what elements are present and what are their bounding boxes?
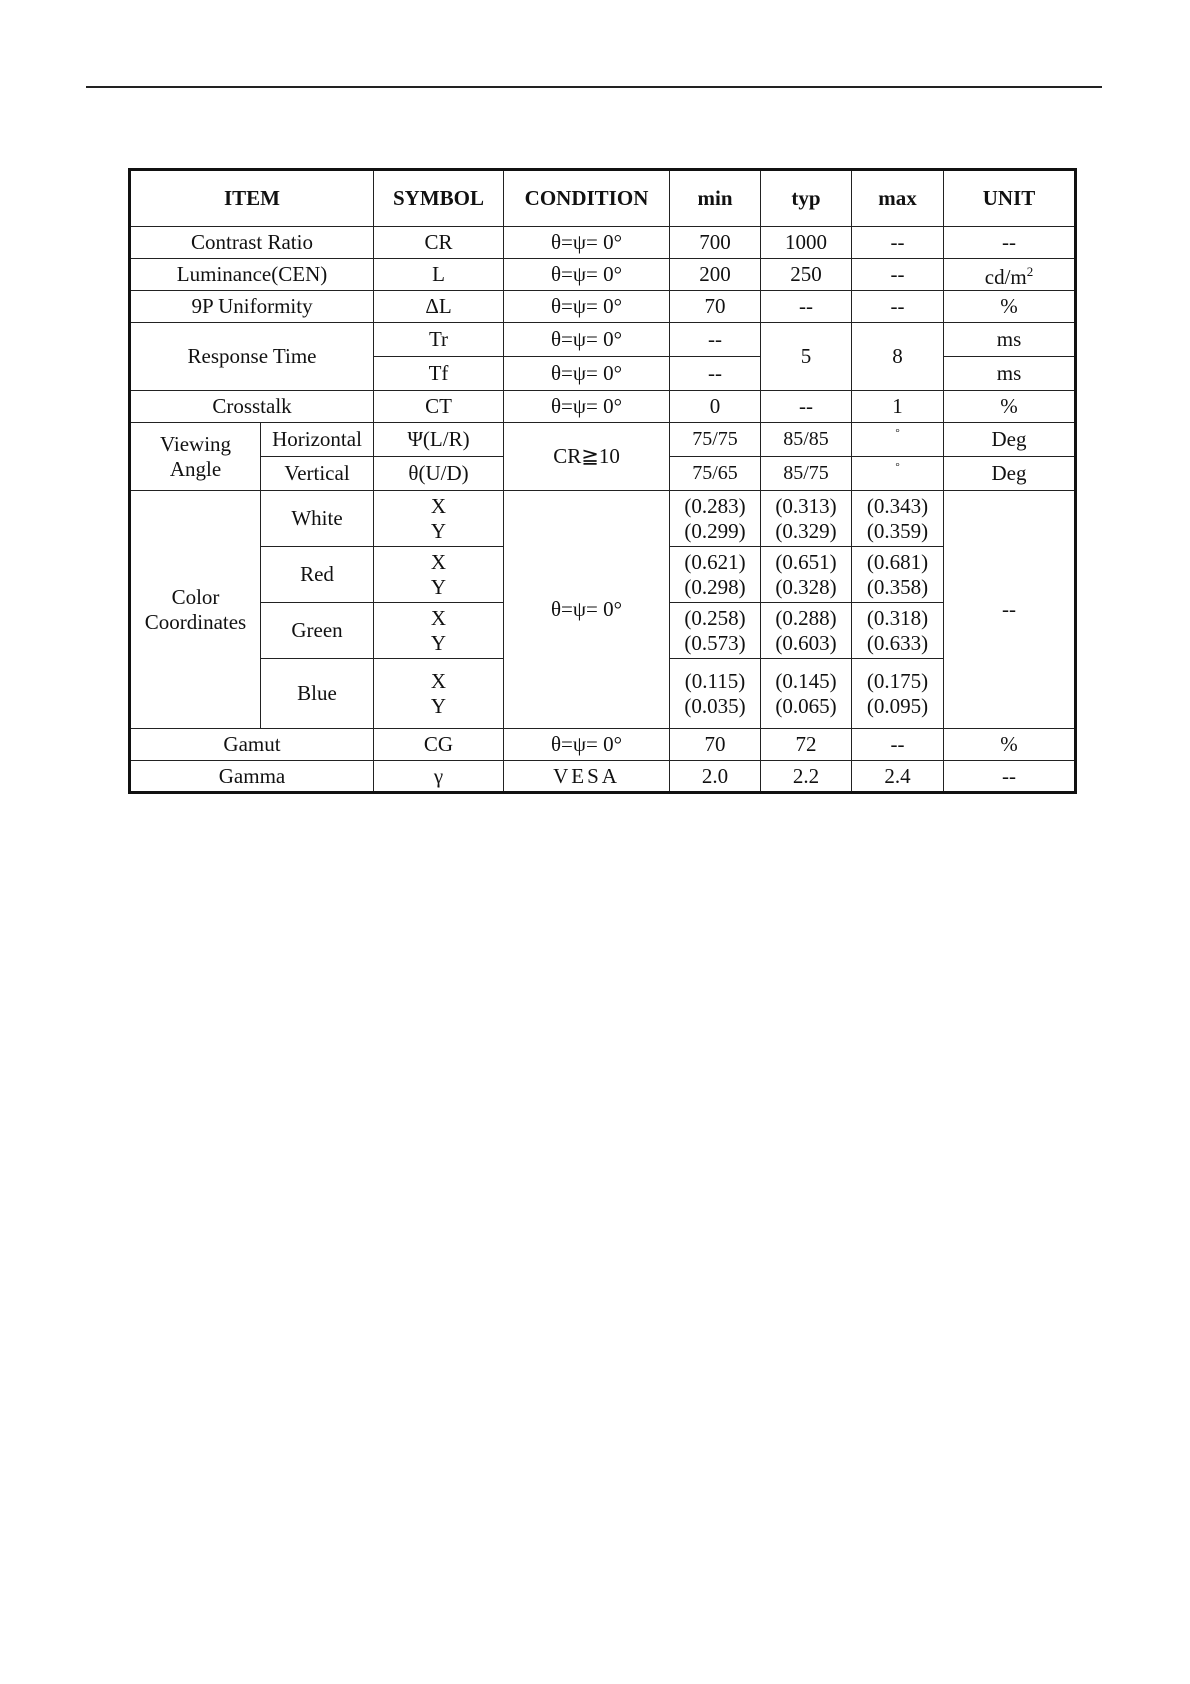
header-min: min <box>670 170 761 227</box>
typ-cell: 72 <box>761 729 852 761</box>
item-cell: Gamut <box>130 729 374 761</box>
sub-item-cell: Green <box>261 603 374 659</box>
table-row-crosstalk <box>130 391 1076 423</box>
max-cell: -- <box>852 291 944 323</box>
unit-cell: Deg <box>944 457 1076 491</box>
value-y: (0.299) <box>684 518 746 543</box>
min-cell: 700 <box>670 227 761 259</box>
symbol-y: Y <box>430 693 447 718</box>
header-unit: UNIT <box>944 170 1076 227</box>
unit-cell <box>944 259 1076 291</box>
unit-cell: -- <box>944 491 1076 729</box>
value-x: (0.681) <box>866 549 929 574</box>
item-line: Color <box>171 584 220 609</box>
table-row-color-white <box>130 491 1076 547</box>
min-cell: 70 <box>670 291 761 323</box>
min-cell: 75/65 <box>670 457 761 491</box>
unit-cell: ms <box>944 357 1076 391</box>
condition-cell: θ=ψ= 0° <box>504 291 670 323</box>
typ-cell <box>761 659 852 729</box>
symbol-cell <box>374 659 504 729</box>
typ-cell <box>761 547 852 603</box>
max-cell <box>852 659 944 729</box>
max-cell: -- <box>852 259 944 291</box>
typ-cell: 1000 <box>761 227 852 259</box>
symbol-cell: CR <box>374 227 504 259</box>
typ-cell: 5 <box>761 323 852 391</box>
value-y: (0.095) <box>866 693 929 718</box>
header-max: max <box>852 170 944 227</box>
symbol-cell <box>374 603 504 659</box>
symbol-cell: Tf <box>374 357 504 391</box>
unit-cell: % <box>944 291 1076 323</box>
header-symbol: SYMBOL <box>374 170 504 227</box>
sub-item-cell: Vertical <box>261 457 374 491</box>
value-x: (0.288) <box>775 605 837 630</box>
condition-cell: θ=ψ= 0° <box>504 391 670 423</box>
symbol-cell: CT <box>374 391 504 423</box>
value-y: (0.035) <box>684 693 746 718</box>
header-item: ITEM <box>130 170 374 227</box>
symbol-x: X <box>430 493 447 518</box>
typ-cell <box>761 491 852 547</box>
min-cell: -- <box>670 357 761 391</box>
value-x: (0.258) <box>684 605 746 630</box>
max-cell <box>852 603 944 659</box>
value-y: (0.573) <box>684 630 746 655</box>
value-x: (0.283) <box>684 493 746 518</box>
min-cell: 75/75 <box>670 423 761 457</box>
symbol-cell: γ <box>374 761 504 793</box>
condition-cell: θ=ψ= 0° <box>504 259 670 291</box>
value-y: (0.065) <box>775 693 837 718</box>
unit-cell: ms <box>944 323 1076 357</box>
table-row-gamma <box>130 761 1076 793</box>
condition-cell: θ=ψ= 0° <box>504 323 670 357</box>
sub-item-cell: Red <box>261 547 374 603</box>
unit-cell: -- <box>944 227 1076 259</box>
item-cell <box>130 423 261 491</box>
max-cell: -- <box>852 227 944 259</box>
unit-superscript: 2 <box>1026 264 1034 279</box>
symbol-x: X <box>430 549 447 574</box>
typ-cell: 85/75 <box>761 457 852 491</box>
min-cell <box>670 547 761 603</box>
symbol-y: Y <box>430 574 447 599</box>
item-cell: Gamma <box>130 761 374 793</box>
unit-cell: % <box>944 391 1076 423</box>
symbol-cell <box>374 547 504 603</box>
unit-base: cd/m <box>984 265 1027 289</box>
typ-cell: -- <box>761 391 852 423</box>
condition-cell: θ=ψ= 0° <box>504 357 670 391</box>
item-cell: Response Time <box>130 323 374 391</box>
min-cell: 200 <box>670 259 761 291</box>
table-row-response-tr <box>130 323 1076 357</box>
symbol-cell: L <box>374 259 504 291</box>
item-cell <box>130 491 261 729</box>
min-cell: -- <box>670 323 761 357</box>
unit-cell: % <box>944 729 1076 761</box>
value-y: (0.358) <box>866 574 929 599</box>
item-cell: Luminance(CEN) <box>130 259 374 291</box>
max-cell: 2.4 <box>852 761 944 793</box>
symbol-cell: Tr <box>374 323 504 357</box>
condition-cell: CR≧10 <box>504 423 670 491</box>
sub-item-cell: Horizontal <box>261 423 374 457</box>
table-row-uniformity <box>130 291 1076 323</box>
value-y: (0.633) <box>866 630 929 655</box>
table-row-viewing-horizontal <box>130 423 1076 457</box>
item-cell: Crosstalk <box>130 391 374 423</box>
value-x: (0.651) <box>775 549 837 574</box>
max-cell <box>852 491 944 547</box>
typ-cell: 2.2 <box>761 761 852 793</box>
sub-item-cell: Blue <box>261 659 374 729</box>
value-x: (0.145) <box>775 668 837 693</box>
typ-cell: 250 <box>761 259 852 291</box>
header-typ: typ <box>761 170 852 227</box>
value-x: (0.175) <box>866 668 929 693</box>
value-y: (0.359) <box>866 518 929 543</box>
item-line: Coordinates <box>144 609 247 634</box>
min-cell: 0 <box>670 391 761 423</box>
header-rule <box>86 86 1102 88</box>
table-row-luminance <box>130 259 1076 291</box>
min-cell: 2.0 <box>670 761 761 793</box>
symbol-y: Y <box>430 518 447 543</box>
condition-cell: θ=ψ= 0° <box>504 227 670 259</box>
condition-cell: VESA <box>504 761 670 793</box>
value-y: (0.329) <box>775 518 837 543</box>
unit-cell: Deg <box>944 423 1076 457</box>
header-condition: CONDITION <box>504 170 670 227</box>
min-cell <box>670 659 761 729</box>
max-cell <box>852 423 944 457</box>
optical-spec-table <box>128 168 1077 794</box>
degree-mark: ° <box>895 427 900 439</box>
symbol-cell: θ(U/D) <box>374 457 504 491</box>
table-row-gamut <box>130 729 1076 761</box>
symbol-cell: ΔL <box>374 291 504 323</box>
condition-cell: θ=ψ= 0° <box>504 729 670 761</box>
value-y: (0.603) <box>775 630 837 655</box>
min-cell <box>670 491 761 547</box>
item-line: Angle <box>169 456 222 481</box>
value-y: (0.298) <box>684 574 746 599</box>
min-cell <box>670 603 761 659</box>
symbol-cell: CG <box>374 729 504 761</box>
item-line: Viewing <box>159 431 232 456</box>
value-x: (0.313) <box>775 493 837 518</box>
item-cell: 9P Uniformity <box>130 291 374 323</box>
table-row-contrast <box>130 227 1076 259</box>
value-x: (0.343) <box>866 493 929 518</box>
min-cell: 70 <box>670 729 761 761</box>
typ-cell: 85/85 <box>761 423 852 457</box>
symbol-x: X <box>430 605 447 630</box>
symbol-x: X <box>430 668 447 693</box>
max-cell: 1 <box>852 391 944 423</box>
max-cell <box>852 457 944 491</box>
max-cell <box>852 547 944 603</box>
typ-cell: -- <box>761 291 852 323</box>
degree-mark: ° <box>895 461 900 473</box>
table-header-row <box>130 170 1076 227</box>
value-y: (0.328) <box>775 574 837 599</box>
value-x: (0.621) <box>684 549 746 574</box>
value-x: (0.318) <box>866 605 929 630</box>
sub-item-cell: White <box>261 491 374 547</box>
symbol-cell: Ψ(L/R) <box>374 423 504 457</box>
max-cell: -- <box>852 729 944 761</box>
symbol-cell <box>374 491 504 547</box>
max-cell: 8 <box>852 323 944 391</box>
typ-cell <box>761 603 852 659</box>
value-x: (0.115) <box>684 668 746 693</box>
unit-cell: -- <box>944 761 1076 793</box>
symbol-y: Y <box>430 630 447 655</box>
item-cell: Contrast Ratio <box>130 227 374 259</box>
condition-cell: θ=ψ= 0° <box>504 491 670 729</box>
